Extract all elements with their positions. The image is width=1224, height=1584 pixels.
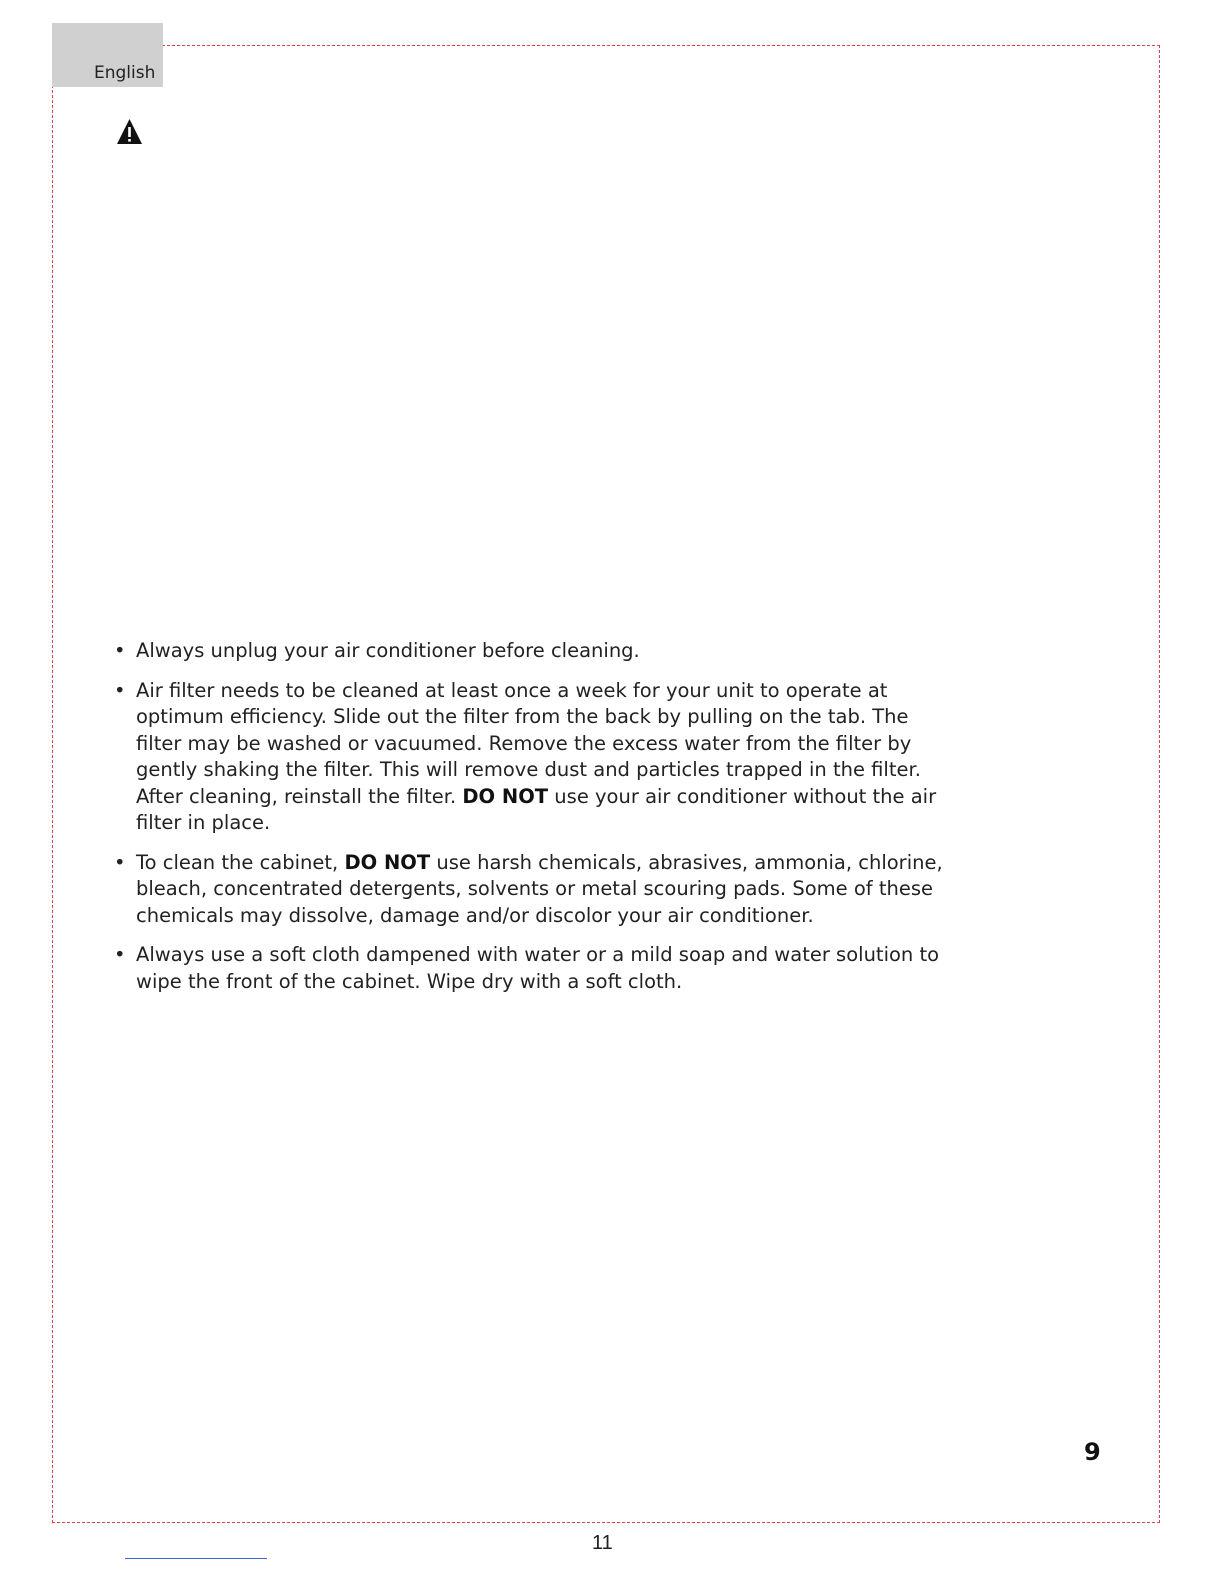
footer-page-number: 11 [592, 1532, 613, 1554]
warning-triangle-icon [116, 118, 143, 145]
cleaning-instructions-list [114, 638, 954, 1008]
list-item [114, 942, 954, 995]
language-tab [52, 23, 163, 87]
bullet-text: use your air conditioner without the air filter in place. [136, 784, 937, 834]
bullet-text: Always use a soft cloth dampened with water or a mild soap and water solution to wipe the front of the cabinet. Wipe dry with a soft cloth. [136, 943, 940, 993]
do-not-emphasis: DO NOT [344, 850, 431, 874]
bullet-text: Air filter needs to be cleaned at least once a week for your unit to operate at optimum efficiency. Slide out the filter from the back by pulling on the tab. The filter may be washed or vacuumed. Remove the excess water from the filter by gently shaking the filter. This will remove dust and particles trapped in the filter. After cleaning, reinstall the filter. [136, 678, 921, 808]
bullet-text: use harsh chemicals, abrasives, ammonia, chlorine, bleach, concentrated detergents, solvents or metal scouring pads. Some of these chemicals may dissolve, damage and/or discolor your air conditioner. [136, 850, 943, 927]
do-not-emphasis: DO NOT [462, 784, 549, 808]
bullet-text: To clean the cabinet, [136, 850, 345, 874]
page-number: 9 [1084, 1438, 1101, 1466]
footer-link-line [125, 1558, 267, 1559]
list-item [114, 850, 954, 930]
bullet-text: Always unplug your air conditioner before cleaning. [136, 639, 640, 662]
list-item [114, 638, 954, 665]
language-tab-label: English [94, 63, 156, 83]
list-item [114, 678, 954, 837]
